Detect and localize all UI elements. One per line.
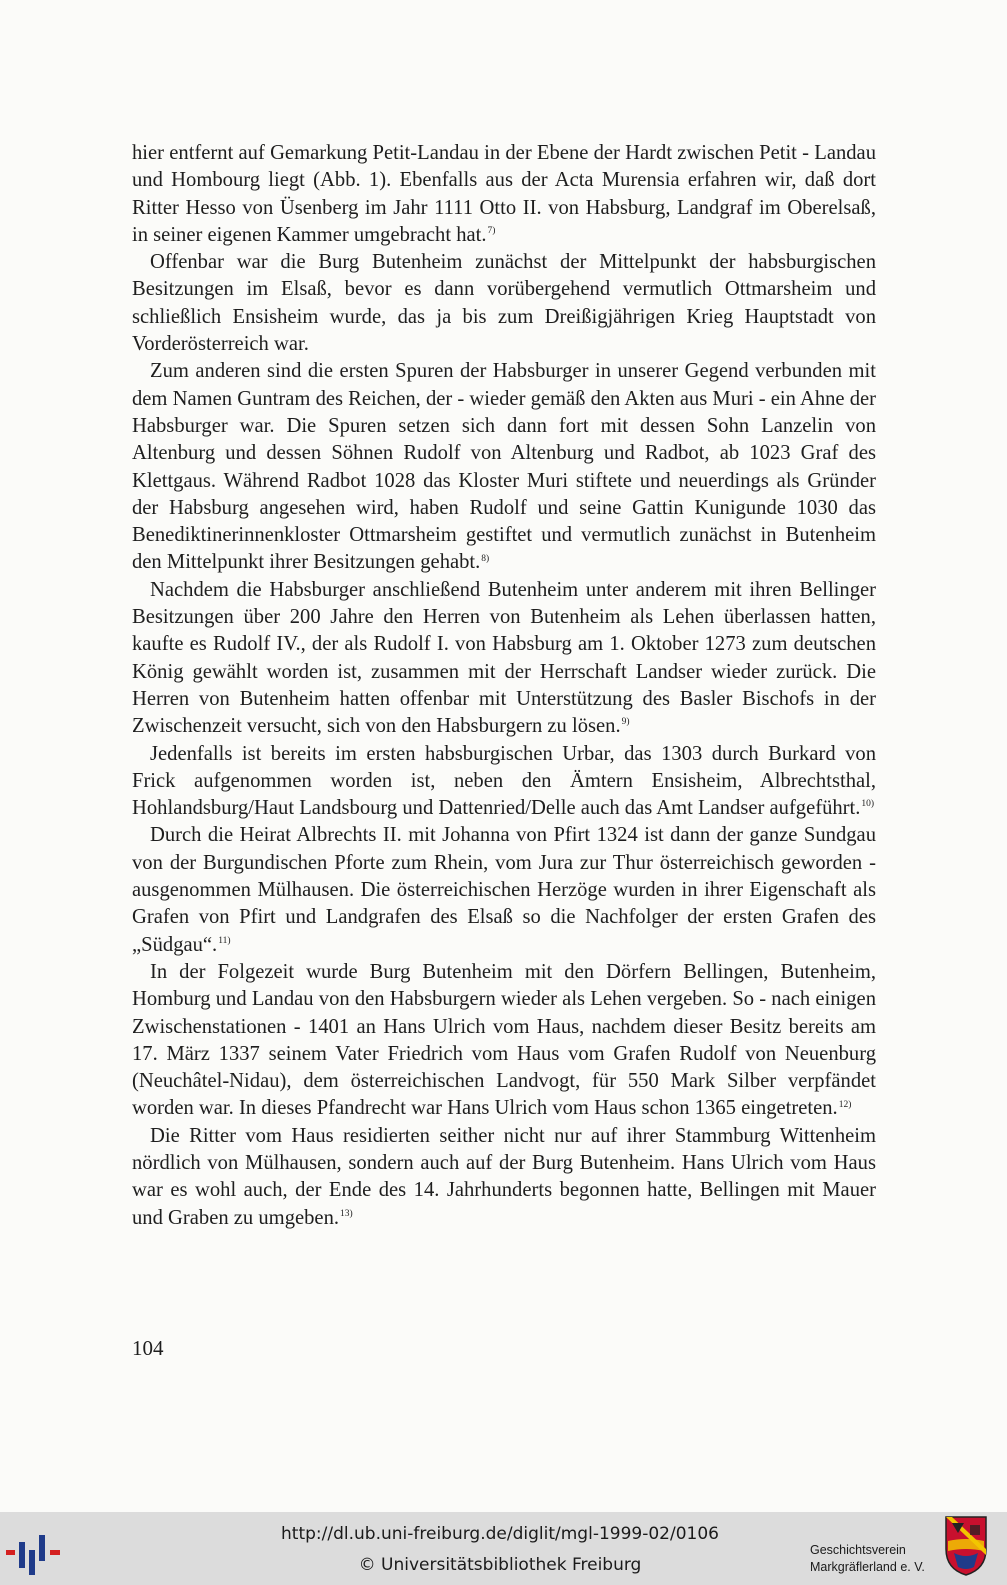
paragraph xyxy=(132,140,876,249)
paragraph-text: Jedenfalls ist bereits im ersten habsburgischen Urbar, das 1303 durch Burkard von Frick aufgenommen worden ist, neben den Ämtern Ensisheim, Albrechtsthal, Hohlandsburg/Haut Landsbourg und Dattenried/Delle auch das Amt Landser aufgeführt. xyxy=(132,742,876,820)
paragraph-text: Durch die Heirat Albrechts II. mit Johanna von Pfirt 1324 ist dann der ganze Sundgau von der Burgundischen Pforte zum Rhein, vom Jura zur Thur österreichisch geworden - ausgenommen Mülhausen. Die österreichischen Herzöge wurden in ihrer Eigenschaft als Grafen von Pfirt und Landgrafen des Elsaß so die Nachfolger der ersten Grafen des „Südgau“. xyxy=(132,824,876,956)
footnote-ref[interactable]: 7) xyxy=(487,226,496,237)
page-number: 104 xyxy=(132,1336,164,1360)
paragraph xyxy=(132,959,876,1123)
footnote-ref[interactable]: 12) xyxy=(838,1099,852,1110)
society-name xyxy=(810,1542,940,1576)
paragraph-text: hier entfernt auf Gemarkung Petit-Landau in der Ebene der Hardt zwischen Petit - Landau und Hombourg liegt (Abb. 1). Ebenfalls aus der Acta Murensia erfahren wir, daß dort Ritter Hesso von Üsenberg im Jahr 1111 Otto II. von Habsburg, Landgraf im Oberelsaß, in seiner eigenen Kammer umgebracht hat. xyxy=(132,142,876,246)
paragraph xyxy=(132,741,876,823)
paragraph-text: Die Ritter vom Haus residierten seither nicht nur auf ihrer Stammburg Wittenheim nördlich von Mülhausen, sondern auch auf der Burg Butenheim. Hans Ulrich vom Haus war es wohl auch, der Ende des 14. Jahrhunderts begonnen hatte, Bellingen mit Mauer und Graben zu umgeben. xyxy=(132,1124,876,1229)
paragraph xyxy=(132,577,876,741)
copyright-notice: © Universitätsbibliothek Freiburg xyxy=(358,1555,642,1575)
coat-of-arms-icon xyxy=(944,1515,988,1577)
paragraph-text: Nachdem die Habsburger anschließend Butenheim unter anderem mit ihren Bellinger Besitzungen über 200 Jahre den Herren von Butenheim als Lehen überlassen hatten, kaufte es Rudolf IV., der als Rudolf I. von Habsburg am 1. Oktober 1273 zum deutschen König gewählt worden ist, zusammen mit der Herrschaft Landser wieder zurück. Die Herren von Butenheim hatten offenbar mit Unterstützung des Basler Bischofs in der Zwischenzeit versucht, sich von den Habsburgern zu lösen. xyxy=(132,578,876,738)
footer-bar xyxy=(0,1512,1007,1585)
body-text xyxy=(132,140,876,1232)
society-name-line: Markgräflerland e. V. xyxy=(810,1560,925,1574)
footnote-ref[interactable]: 11) xyxy=(218,935,231,946)
footnote-ref[interactable]: 10) xyxy=(861,799,875,810)
paragraph xyxy=(132,1123,876,1232)
paragraph xyxy=(132,249,876,358)
paragraph-text: Offenbar war die Burg Butenheim zunächst der Mittelpunkt der habsburgischen Besitzungen im Elsaß, bevor es dann vorübergehend vermutlich Ottmarsheim und schließlich Ensisheim wurde, das ja bis zum Dreißigjährigen Krieg Hauptstadt von Vorderösterreich war. xyxy=(132,251,876,356)
permalink-url[interactable]: http://dl.ub.uni-freiburg.de/diglit/mgl-1999-02/0106 xyxy=(281,1524,719,1544)
society-name-line: Geschichtsverein xyxy=(810,1543,906,1557)
footnote-ref[interactable]: 9) xyxy=(621,717,630,728)
paragraph xyxy=(132,358,876,576)
paragraph-text: Zum anderen sind die ersten Spuren der Habsburger in unserer Gegend verbunden mit dem Namen Guntram des Reichen, der - wieder gemäß den Akten aus Muri - ein Ahne der Habsburger war. Die Spuren setzen sich dann fort mit dessen Sohn Lanzelin von Altenburg und dessen Söhnen Rudolf von Altenburg und Radbot, ab 1023 Graf des Klettgaus. Während Radbot 1028 das Kloster Muri stiftete und neuerdings als Gründer der Habsburg angesehen wird, haben Rudolf und seine Gattin Kunigunde 1030 das Benediktinerinnenkloster Ottmarsheim gestiftet und vermutlich zunächst in Butenheim den Mittelpunkt ihrer Besitzungen gehabt. xyxy=(132,360,876,574)
ub-freiburg-logo-icon[interactable] xyxy=(6,1533,62,1575)
paragraph-text: In der Folgezeit wurde Burg Butenheim mit den Dörfern Bellingen, Butenheim, Homburg und Landau von den Habsburgern wieder als Lehen vergeben. So - nach einigen Zwischenstationen - 1401 an Hans Ulrich vom Haus, nachdem dieser Besitz bereits am 17. März 1337 seinem Vater Friedrich vom Haus vom Grafen Rudolf von Neuenburg (Neuchâtel-Nidau), dem österreichischen Landvogt, für 550 Mark Silber verpfändet worden war. In dieses Pfandrecht war Hans Ulrich vom Haus schon 1365 eingetreten. xyxy=(132,960,876,1120)
paragraph xyxy=(132,822,876,958)
footnote-ref[interactable]: 8) xyxy=(481,553,490,564)
footnote-ref[interactable]: 13) xyxy=(340,1208,353,1219)
